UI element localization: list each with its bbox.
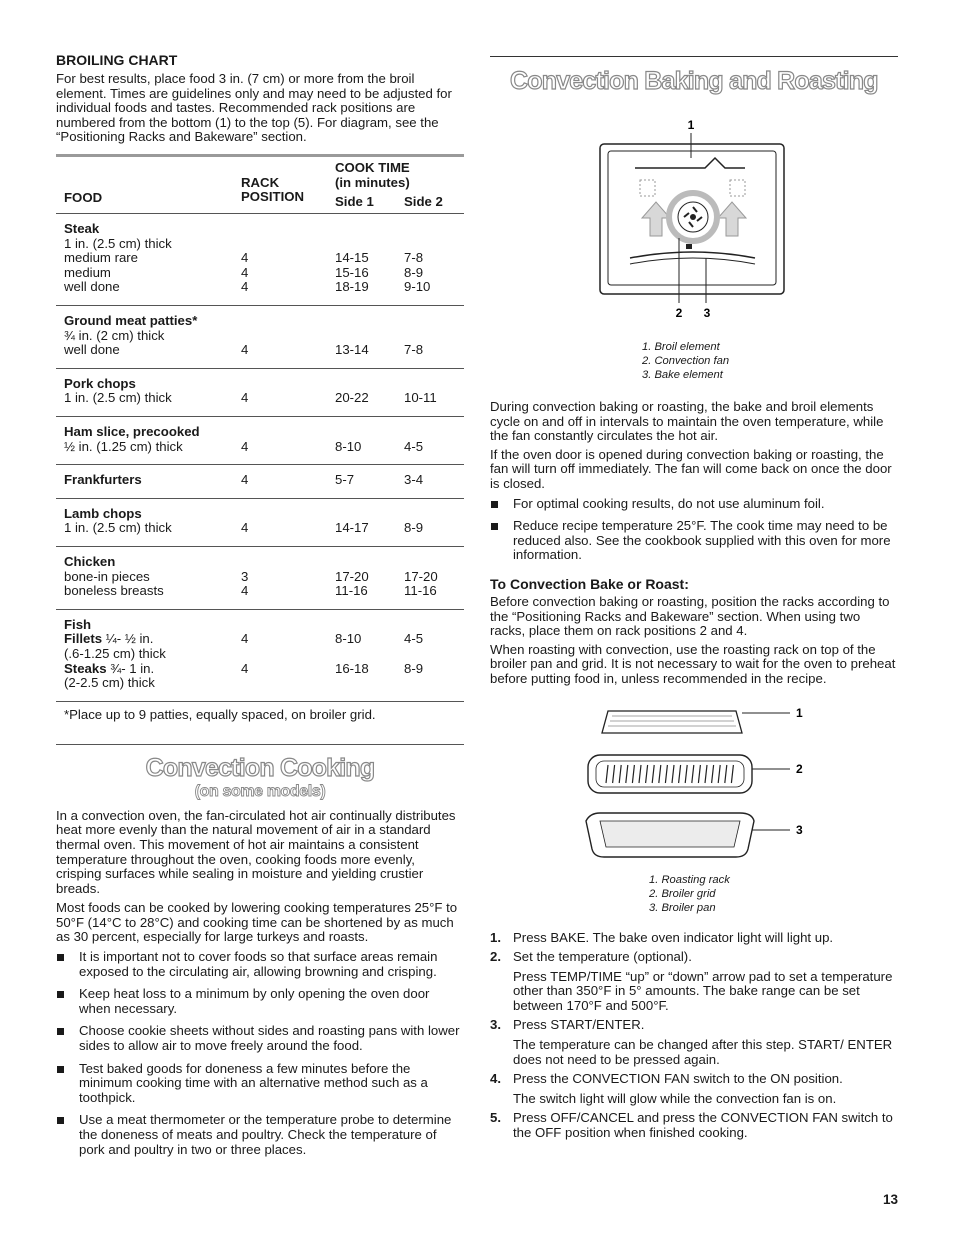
table-footnote-row (56, 701, 464, 744)
bullet-square-icon (491, 501, 498, 508)
table-group (56, 609, 464, 701)
step-item (490, 1018, 898, 1067)
step-detail: The temperature can be changed after this step. START/ ENTER does not need to be pressed again. (513, 1037, 893, 1067)
step-text: Press START/ENTER. (513, 1017, 645, 1033)
table-footnote: *Place up to 9 patties, equally spaced, on broiler grid. (64, 706, 376, 722)
bullet-text: Keep heat loss to a minimum by only opening the oven door when necessary. (79, 986, 430, 1016)
convection-para-2: Most foods can be cooked by lowering cooking temperatures 25°F to 50°F (14°C to 28°C) and cooking time can be shortened by as much as 30 percent, especially for large turkeys and roasts. (56, 900, 458, 945)
bullet-item (490, 497, 898, 512)
step-text: Set the temperature (optional). (513, 949, 692, 965)
table-group (56, 464, 464, 498)
food-row: well done (64, 279, 120, 295)
header-rack-2: POSITION (241, 188, 305, 204)
oven-captions (642, 340, 898, 382)
bullet-item (490, 519, 898, 563)
table-group (56, 213, 464, 305)
cook-time-side2: 17-20 (404, 568, 438, 584)
header-side2: Side 2 (404, 193, 443, 209)
convection-cooking-subtitle: (on some models) (194, 782, 326, 800)
sensor (686, 244, 692, 249)
rack-position: 4 (241, 250, 249, 266)
convection-cooking-heading (56, 753, 464, 801)
cook-time-side1: 16-18 (335, 660, 369, 676)
rack-position: 4 (241, 279, 249, 295)
cook-time-side2: 9-10 (404, 279, 431, 295)
right-top-rule (490, 56, 898, 57)
food-row: well done (64, 342, 120, 358)
food-group-name: Frankfurters (64, 472, 142, 488)
step-detail: Press TEMP/TIME “up” or “down” arrow pad to set a temperature other than 350°F in 5° amounts. The bake range can be set between 170°F and 500°F. (513, 968, 893, 1013)
rack-position: 4 (241, 631, 249, 647)
left-column (56, 52, 464, 1165)
bullet-item (56, 1062, 464, 1106)
bullet-square-icon (57, 954, 64, 961)
food-group-name: Ham slice, precooked (64, 423, 200, 439)
cook-time-side2: 8-9 (404, 264, 424, 280)
oven-caption-2: 2. Convection fan (642, 355, 730, 367)
rack-position: 3 (241, 568, 249, 584)
pan-diagram (490, 699, 898, 871)
rack-position: 4 (241, 342, 249, 358)
food-group-name: Lamb chops (64, 505, 142, 521)
oven-callout-3: 3 (703, 306, 711, 318)
pan-caption-1: 1. Roasting rack (649, 873, 730, 886)
cook-time-side2: 7-8 (404, 250, 424, 266)
cook-time-side2: 4-5 (404, 438, 424, 454)
bullet-item (56, 1024, 464, 1053)
section-rule (56, 744, 464, 745)
food-row: ¾ in. (2 cm) thick (64, 327, 165, 343)
right-column (490, 56, 898, 1146)
cook-time-side2: 11-16 (404, 583, 437, 599)
rack-position: 4 (241, 472, 249, 488)
table-body (56, 213, 464, 701)
step-detail: The switch light will glow while the convection fan is on. (513, 1090, 837, 1106)
step-number: 2. (490, 949, 501, 965)
oven-callout-2: 2 (675, 306, 683, 318)
step-number: 1. (490, 929, 501, 945)
oven-callout-1: 1 (687, 118, 695, 132)
bullet-square-icon (57, 991, 64, 998)
bullet-item (56, 950, 464, 979)
step-number: 5. (490, 1110, 501, 1126)
cook-time-side2: 8-9 (404, 520, 424, 536)
bullet-item (56, 987, 464, 1016)
cook-time-side1: 20-22 (335, 390, 369, 406)
oven-diagram (490, 118, 898, 318)
cook-time-side1: 17-20 (335, 568, 369, 584)
air-up-arrow-left (642, 202, 670, 236)
cook-time-side1: 8-10 (335, 438, 362, 454)
step-item (490, 1111, 898, 1140)
food-row: boneless breasts (64, 583, 164, 599)
food-row-text: ¾- 1 in. (106, 660, 155, 676)
bullet-text: Choose cookie sheets without sides and roasting pans with lower sides to allow air to move freely around the food. (79, 1023, 460, 1054)
cook-time-side1: 18-19 (335, 279, 369, 295)
cook-time-side2: 3-4 (404, 472, 424, 488)
step-item (490, 1072, 898, 1106)
broiling-chart-title: BROILING CHART (56, 52, 178, 68)
pan-caption-2: 2. Broiler grid (649, 887, 716, 900)
air-up-arrow-right (718, 202, 746, 236)
howto-para-2: When roasting with convection, use the roasting rack on top of the broiler pan and grid. It is not necessary to wait for the oven to preheat before putting food in, unless recommended in the recipe. (490, 641, 896, 686)
table-group (56, 498, 464, 546)
food-row-bold: Steaks (64, 660, 107, 676)
food-row: medium rare (64, 250, 139, 266)
broiling-intro: For best results, place food 3 in. (7 cm) or more from the broil element. Times are guidelines only and may need to be adjusted for individual foods and tastes. Recommended rack positions are numbered from the bottom (1) to the top (5). For diagram, see the “Positioning Racks and Bakeware” section. (56, 71, 452, 145)
baking-bullets (490, 497, 898, 563)
food-row: (2-2.5 cm) thick (64, 675, 155, 691)
bullet-item (56, 1113, 464, 1157)
oven-caption-1: 1. Broil element (642, 341, 720, 353)
pan-captions (649, 873, 898, 915)
food-group-name: Fish (64, 616, 92, 632)
cook-time-side1: 14-15 (335, 250, 369, 266)
bullet-text: Use a meat thermometer or the temperature probe to determine the doneness of meats and poultry. Check the temperature of pork and poultry in two or three places. (79, 1112, 452, 1157)
pan-caption-3: 3. Broiler pan (649, 901, 716, 914)
food-group-name: Chicken (64, 553, 116, 569)
pan-callout-2: 2 (796, 761, 803, 776)
broiler-pan-inner (600, 821, 740, 847)
food-row (64, 662, 154, 677)
bullet-text: For optimal cooking results, do not use aluminum foil. (513, 495, 825, 511)
bake-element-lower (630, 258, 755, 264)
step-item (490, 931, 898, 946)
step-number: 4. (490, 1071, 501, 1087)
food-row: 1 in. (2.5 cm) thick (64, 390, 172, 406)
cook-time-side1: 14-17 (335, 520, 369, 536)
cook-time-side1: 5-7 (335, 472, 355, 488)
rack-position: 4 (241, 264, 249, 280)
cook-time-side2: 8-9 (404, 660, 424, 676)
page-number: 13 (882, 1192, 898, 1207)
food-row: bone-in pieces (64, 568, 150, 584)
convection-baking-title: Convection Baking and Roasting (510, 67, 878, 95)
header-cook-1: COOK TIME (335, 159, 410, 175)
broil-element (635, 158, 745, 168)
steps-list (490, 931, 898, 1141)
baking-para-2: If the oven door is opened during convection baking or roasting, the fan will turn off immediately. The fan will come back on once the door is closed. (490, 446, 892, 491)
cook-time-side2: 7-8 (404, 342, 424, 358)
food-row-bold: Fillets (64, 631, 103, 647)
rack-position: 4 (241, 390, 249, 406)
header-rack-1: RACK (241, 174, 280, 190)
cook-time-side2: 4-5 (404, 631, 424, 647)
rack-position: 4 (241, 438, 249, 454)
convection-cooking-title: Convection Cooking (145, 753, 375, 782)
header-side1: Side 1 (335, 193, 374, 209)
bullet-square-icon (57, 1066, 64, 1073)
cook-time-side1: 11-16 (335, 583, 368, 599)
cook-time-side1: 15-16 (335, 264, 369, 280)
table-group (56, 305, 464, 368)
food-row: ½ in. (1.25 cm) thick (64, 438, 183, 454)
broiling-table (56, 157, 464, 744)
food-group-name: Pork chops (64, 375, 136, 391)
rack-position: 4 (241, 583, 249, 599)
cook-time-side2: 10-11 (404, 390, 437, 406)
cook-time-side1: 8-10 (335, 631, 362, 647)
pan-callout-1: 1 (796, 705, 803, 720)
air-arrow-right (730, 180, 745, 196)
step-text: Press OFF/CANCEL and press the CONVECTION FAN switch to the OFF position when finished cooking. (513, 1110, 893, 1141)
howto-title: To Convection Bake or Roast: (490, 575, 689, 592)
rack-position: 4 (241, 520, 249, 536)
food-row: (.6-1.25 cm) thick (64, 645, 166, 661)
convection-para-1: In a convection oven, the fan-circulated hot air continually distributes heat more evenly than the natural movement of air in a standard thermal oven. This movement of hot air maintains a consistent temperature throughout the oven, cooking foods more evenly, crisping surfaces while sealing in moisture and yielding crustier breads. (56, 807, 456, 896)
howto-para-1: Before convection baking or roasting, position the racks according to the “Positioning Racks and Bakeware” section. When using two racks, place them on rack positions 2 and 4. (490, 593, 890, 639)
table-group (56, 368, 464, 416)
bullet-square-icon (491, 523, 498, 530)
table-group (56, 546, 464, 609)
step-text: Press the CONVECTION FAN switch to the ON position. (513, 1071, 843, 1087)
air-arrow-left (640, 180, 655, 196)
food-row (64, 632, 153, 647)
bullet-text: Reduce recipe temperature 25°F. The cook time may need to be reduced also. See the cookbook supplied with this oven for more information. (513, 518, 891, 563)
bullet-text: Test baked goods for doneness a few minutes before the minimum cooking time with an alternative method such as a toothpick. (79, 1060, 428, 1105)
food-row: 1 in. (2.5 cm) thick (64, 520, 172, 536)
step-item (490, 950, 898, 1013)
bake-element (630, 252, 755, 258)
food-group-name: Ground meat patties* (64, 312, 198, 328)
food-row-text: ¼- ½ in. (102, 631, 154, 647)
rack-position: 4 (241, 660, 249, 676)
header-cook-2: (in minutes) (335, 174, 410, 190)
roasting-rack (602, 711, 742, 733)
convection-bullets (56, 950, 464, 1157)
step-text: Press BAKE. The bake oven indicator light will light up. (513, 929, 834, 945)
fan-hub (690, 214, 696, 220)
header-food: FOOD (64, 189, 103, 205)
table-header (56, 157, 464, 213)
table-group (56, 416, 464, 464)
bullet-square-icon (57, 1117, 64, 1124)
bullet-text: It is important not to cover foods so that surface areas remain exposed to the circulating air, allowing browning and crisping. (79, 949, 438, 979)
bullet-square-icon (57, 1028, 64, 1035)
cook-time-side1: 13-14 (335, 342, 369, 358)
food-group-name: Steak (64, 220, 100, 236)
step-number: 3. (490, 1017, 501, 1033)
pan-callout-3: 3 (796, 822, 803, 837)
baking-para-1: During convection baking or roasting, the bake and broil elements cycle on and off in intervals to maintain the oven temperature, while the fan constantly circulates the hot air. (490, 399, 884, 444)
oven-caption-3: 3. Bake element (642, 369, 723, 381)
food-row: medium (64, 264, 111, 280)
food-row: 1 in. (2.5 cm) thick (64, 235, 172, 251)
